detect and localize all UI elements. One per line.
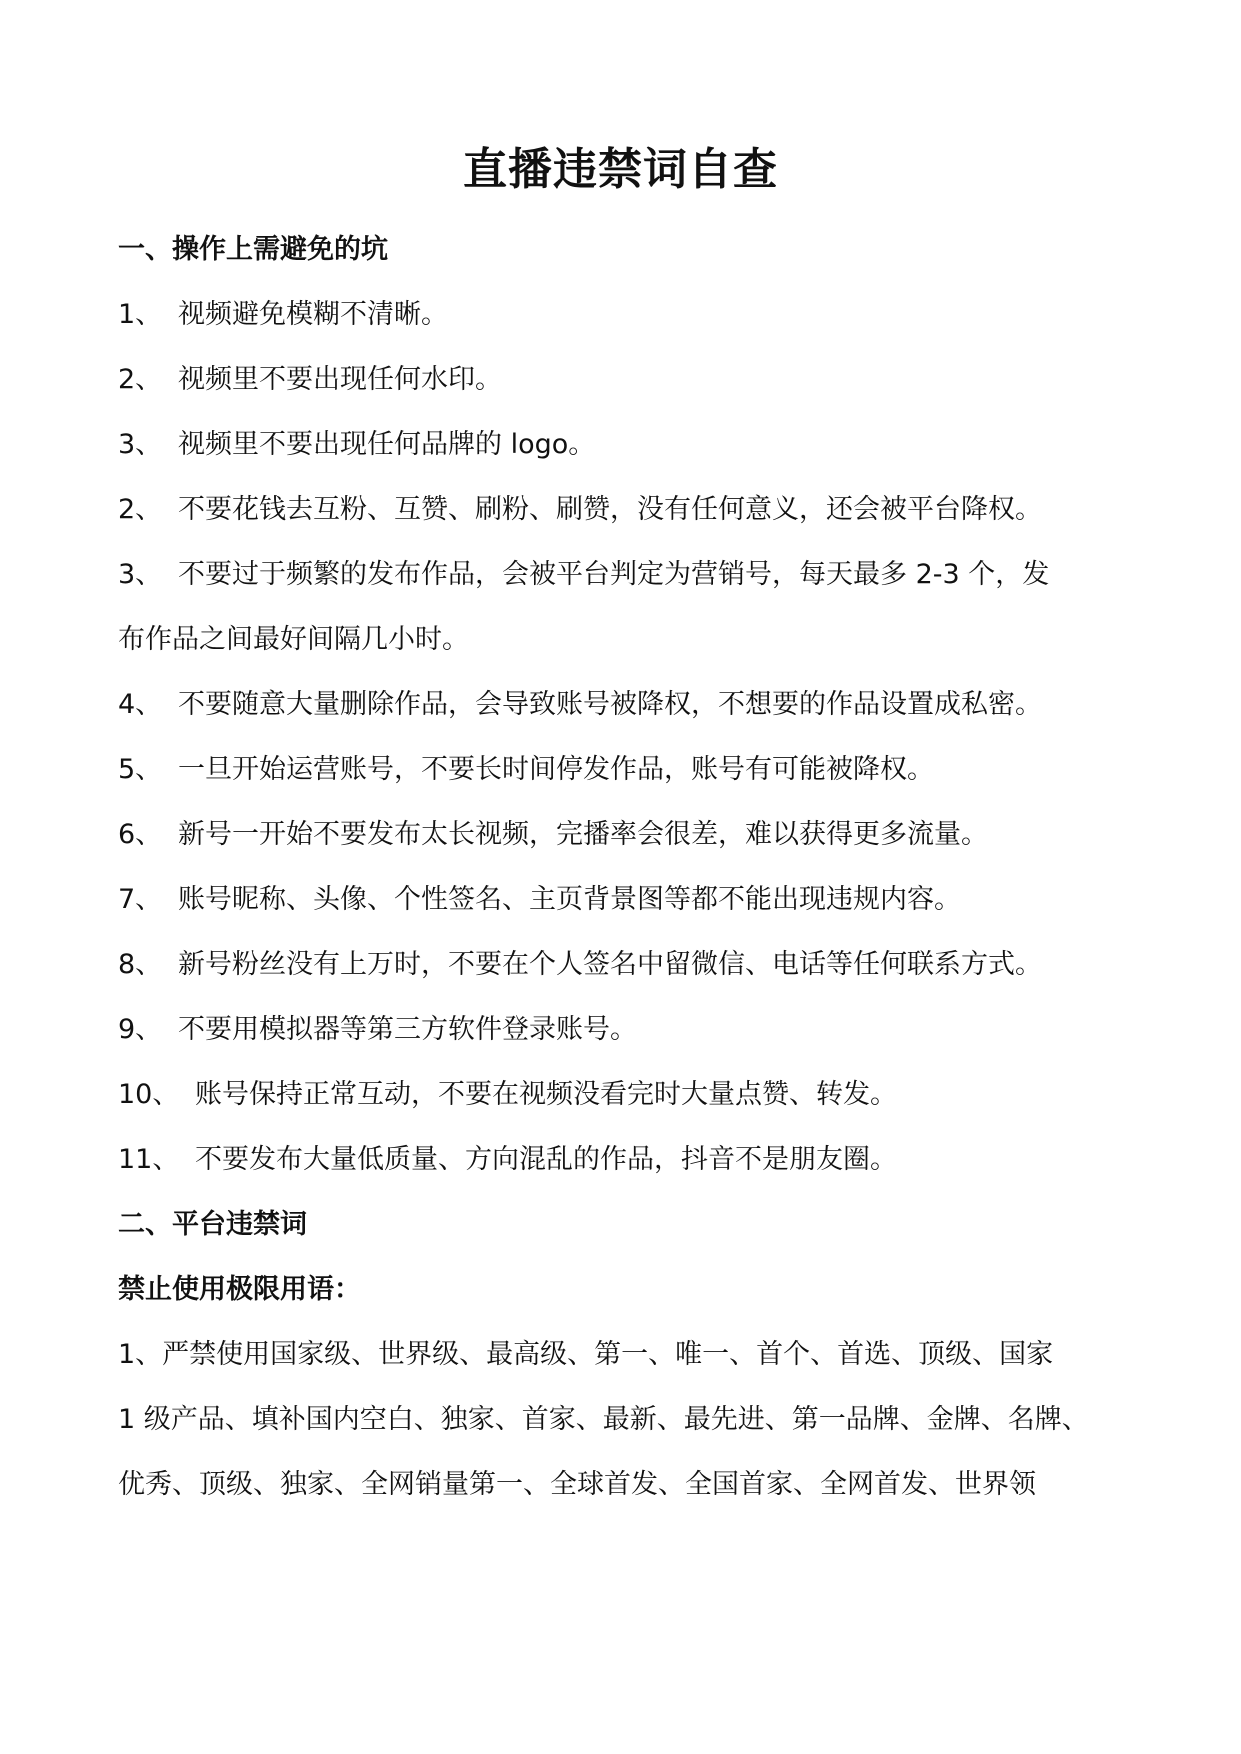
list-item-number: 3、 (118, 429, 163, 460)
list-item-text: 不要过于频繁的发布作品，会被平台判定为营销号，每天最多 2-3 个，发 (178, 559, 1050, 590)
list-item (118, 295, 448, 335)
list-item (118, 880, 961, 920)
list-item (118, 425, 595, 465)
list-item-number: 10、 (118, 1079, 180, 1110)
list-item-number: 3、 (118, 559, 163, 590)
paragraph-line: 1、严禁使用国家级、世界级、最高级、第一、唯一、首个、首选、顶级、国家 (118, 1339, 1054, 1370)
paragraph-line: 优秀、顶级、独家、全网销量第一、全球首发、全国首家、全网首发、世界领 (118, 1469, 1036, 1500)
list-item-text: 视频里不要出现任何水印。 (178, 364, 502, 395)
list-item-number: 2、 (118, 364, 163, 395)
list-item (118, 945, 1042, 985)
list-item-text: 视频避免模糊不清晰。 (178, 299, 448, 330)
list-item-text: 一旦开始运营账号，不要长时间停发作品，账号有可能被降权。 (178, 754, 934, 785)
list-item (118, 750, 934, 790)
list-item-text: 新号一开始不要发布太长视频，完播率会很差，难以获得更多流量。 (178, 819, 988, 850)
list-item-number: 8、 (118, 949, 163, 980)
list-item-number: 5、 (118, 754, 163, 785)
list-item-text: 账号昵称、头像、个性签名、主页背景图等都不能出现违规内容。 (178, 884, 961, 915)
list-item-number: 4、 (118, 689, 163, 720)
list-item-number: 7、 (118, 884, 163, 915)
list-item-text: 不要发布大量低质量、方向混乱的作品，抖音不是朋友圈。 (195, 1144, 897, 1175)
page-title: 直播违禁词自查 (463, 144, 778, 195)
list-item-text: 不要随意大量删除作品，会导致账号被降权，不想要的作品设置成私密。 (178, 689, 1042, 720)
list-item-number: 1、 (118, 299, 163, 330)
list-item-text: 账号保持正常互动，不要在视频没看完时大量点赞、转发。 (195, 1079, 897, 1110)
list-item-number: 9、 (118, 1014, 163, 1045)
list-item-number: 6、 (118, 819, 163, 850)
list-item-number: 11、 (118, 1144, 180, 1175)
list-item-text: 视频里不要出现任何品牌的 logo。 (178, 429, 596, 460)
list-item (118, 490, 1042, 530)
section-heading-operations: 一、操作上需避免的坑 (118, 234, 388, 265)
list-item (118, 1140, 897, 1180)
list-item (118, 685, 1042, 725)
list-item-text: 不要花钱去互粉、互赞、刷粉、刷赞，没有任何意义，还会被平台降权。 (178, 494, 1042, 525)
list-item (118, 360, 502, 400)
list-item (118, 1075, 897, 1115)
list-item-continuation: 布作品之间最好间隔几小时。 (118, 624, 469, 655)
section-heading-banned-words: 二、平台违禁词 (118, 1209, 307, 1240)
paragraph-line: 1 级产品、填补国内空白、独家、首家、最新、最先进、第一品牌、金牌、名牌、 (118, 1404, 1089, 1435)
list-item (118, 1010, 637, 1050)
list-item-text: 新号粉丝没有上万时，不要在个人签名中留微信、电话等任何联系方式。 (178, 949, 1042, 980)
list-item-text: 不要用模拟器等第三方软件登录账号。 (178, 1014, 637, 1045)
list-item-number: 2、 (118, 494, 163, 525)
subheading-extreme-terms: 禁止使用极限用语： (118, 1274, 361, 1305)
list-item (118, 555, 1049, 595)
list-item (118, 815, 988, 855)
